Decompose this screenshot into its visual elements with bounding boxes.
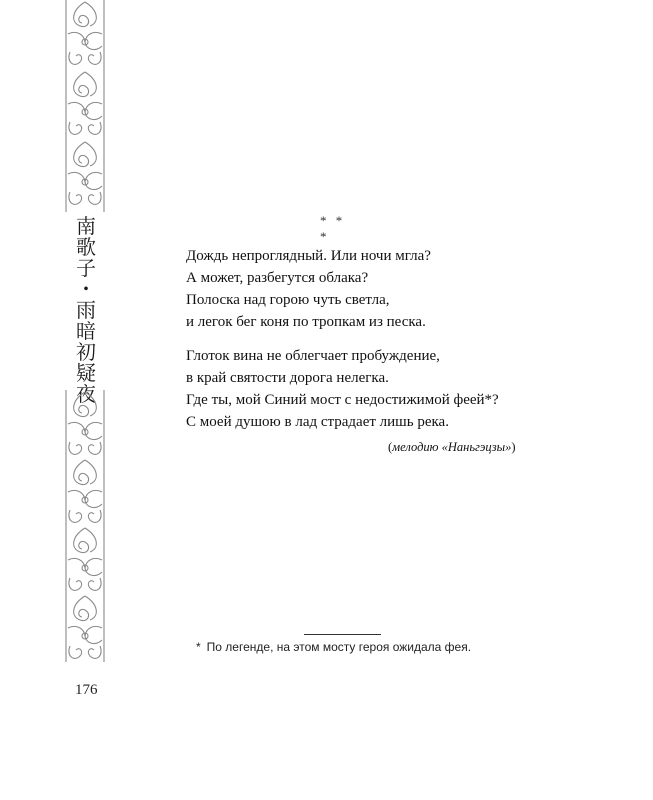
footnote-rule xyxy=(304,634,381,635)
title-char-1: 南 xyxy=(76,214,96,238)
poem-separator: * * * xyxy=(320,213,346,244)
stanza-gap xyxy=(186,333,626,345)
title-char-8: 疑 xyxy=(76,361,96,385)
attribution-text: мелодию «Наньгэцзы» xyxy=(392,440,512,454)
poem-body xyxy=(186,245,626,433)
poem-line: С моей душою в лад страдает лишь река. xyxy=(186,414,449,430)
title-char-5: 雨 xyxy=(76,298,96,322)
ornament-top-svg xyxy=(62,0,108,212)
ornament-bottom-svg xyxy=(62,390,108,662)
footnote-marker: * xyxy=(196,640,201,654)
vertical-poem-title xyxy=(68,216,104,405)
poem-line: в край святости дорога нелегка. xyxy=(186,370,389,386)
poem-line: и легок бег коня по тропкам из песка. xyxy=(186,314,426,330)
ornament-border-bottom xyxy=(62,390,108,662)
title-char-2: 歌 xyxy=(76,235,96,259)
melody-attribution xyxy=(388,440,516,455)
title-separator: ・ xyxy=(76,277,96,301)
attribution-open-paren: ( xyxy=(388,440,393,454)
title-char-3: 子 xyxy=(76,256,96,280)
page-number: 176 xyxy=(75,682,98,698)
poem-line: Дождь непроглядный. Или ночи мгла? xyxy=(186,248,431,264)
title-char-7: 初 xyxy=(76,340,96,364)
title-char-9: 夜 xyxy=(76,382,96,406)
ornament-border-top xyxy=(62,0,108,212)
footnote-text: По легенде, на этом мосту героя ожидала фея. xyxy=(206,640,472,654)
poem-line: А может, разбегутся облака? xyxy=(186,270,369,286)
footnote xyxy=(196,640,471,654)
title-char-6: 暗 xyxy=(76,319,96,343)
poem-line: Глоток вина не облегчает пробуждение, xyxy=(186,348,440,364)
attribution-close-paren: ) xyxy=(511,440,516,454)
poem-line: Полоска над горою чуть светла, xyxy=(186,292,390,308)
poem-line: Где ты, мой Синий мост с недостижимой феей*? xyxy=(186,392,499,408)
